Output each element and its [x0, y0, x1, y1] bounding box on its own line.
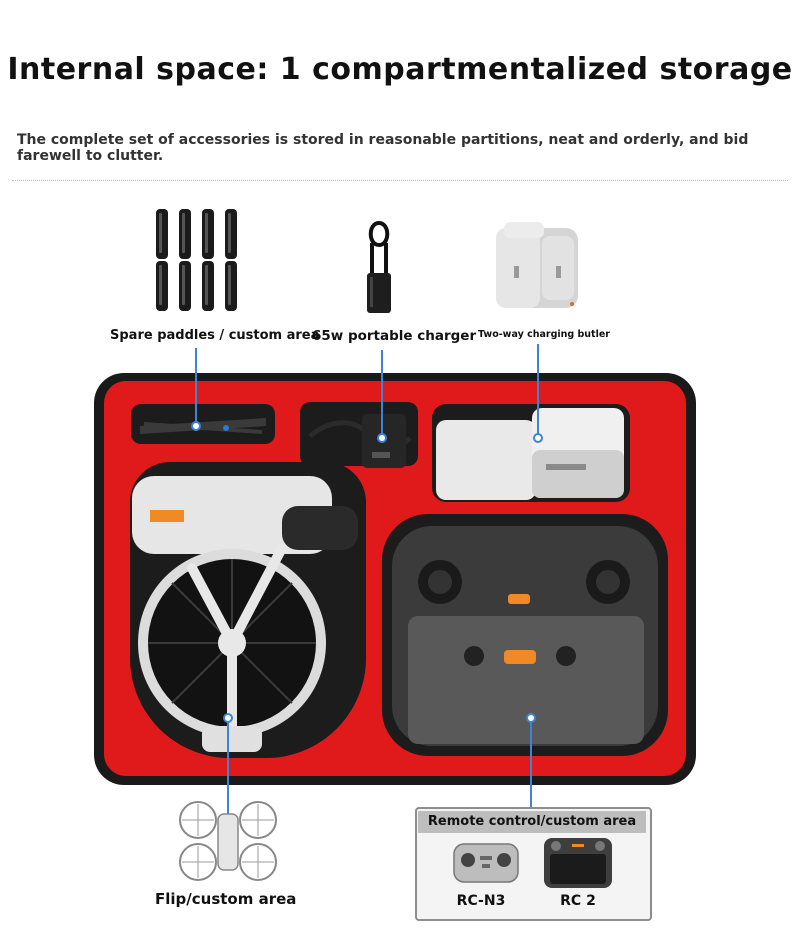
propellers-in-pocket	[136, 410, 270, 440]
remote-box-heading: Remote control/custom area	[418, 811, 646, 833]
remote-controller-in-pocket	[388, 520, 662, 752]
label-charging-butler: Two-way charging butler	[478, 329, 610, 340]
pointer-dot-butler	[533, 433, 543, 443]
drone-in-pocket	[132, 458, 364, 758]
label-spare-paddles: Spare paddles / custom area	[110, 328, 320, 343]
charger-icon	[358, 215, 400, 315]
rc-2-icon	[542, 836, 614, 890]
rc-n3-label: RC-N3	[456, 893, 506, 909]
pointer-line-butler	[537, 344, 539, 438]
charging-hub-icon	[490, 218, 590, 314]
flip-drone-icon	[176, 800, 280, 884]
pointer-dot-paddles	[191, 421, 201, 431]
rc-2-label: RC 2	[560, 893, 596, 909]
pointer-line-charger	[381, 350, 383, 438]
spare-propellers-icon	[150, 205, 240, 313]
divider	[12, 180, 788, 181]
label-flip-area: Flip/custom area	[155, 890, 297, 908]
rc-n3-icon	[452, 840, 520, 886]
pointer-line-paddles	[195, 348, 197, 426]
pointer-line-remote	[530, 718, 532, 810]
pointer-dot-remote	[526, 713, 536, 723]
page-title: Internal space: 1 compartmentalized storage	[7, 52, 793, 87]
page-subtitle: The complete set of accessories is stored in reasonable partitions, neat and orderly, and bid farewell to clutter.	[17, 132, 749, 164]
pointer-dot-charger	[377, 433, 387, 443]
charging-hub-in-pocket	[436, 406, 628, 502]
label-portable-charger: 65w portable charger	[312, 328, 477, 344]
pointer-dot-drone	[223, 713, 233, 723]
